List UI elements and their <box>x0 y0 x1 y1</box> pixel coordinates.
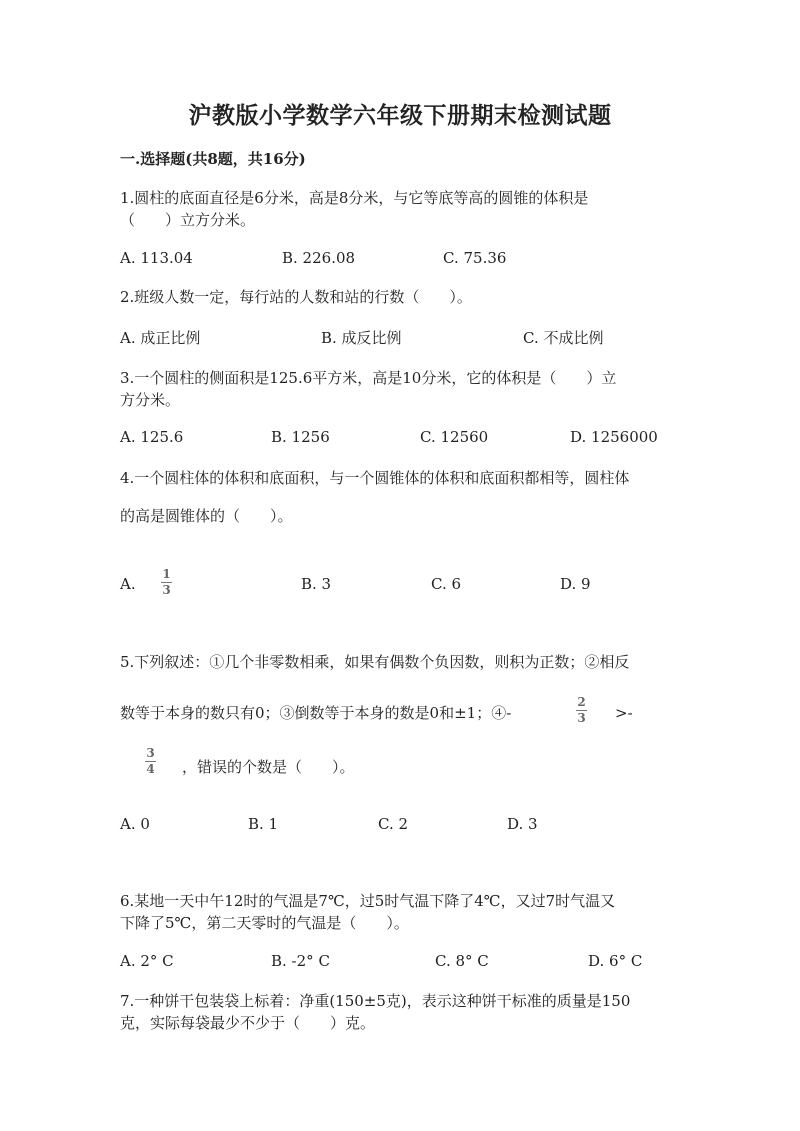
question-text: 7.一种饼干包装袋上标着：净重(150±5克)，表示这种饼干标准的质量是150 <box>120 992 631 1010</box>
fraction-numerator: 3 <box>146 746 155 760</box>
question-text: 数等于本身的数只有0；③倒数等于本身的数是0和±1；④- <box>120 704 512 722</box>
question-text: 5.下列叙述：①几个非零数相乘，如果有偶数个负因数，则积为正数；②相反 <box>120 653 630 671</box>
greater-than-sign: >- <box>615 704 633 722</box>
option-c: C. 2 <box>378 815 409 833</box>
fraction-one-third <box>161 568 172 597</box>
fraction-numerator: 1 <box>162 567 171 581</box>
option-b: B. 成反比例 <box>321 329 402 347</box>
fraction-two-thirds <box>576 696 587 725</box>
option-a: A. 125.6 <box>120 428 184 446</box>
option-a-label: A. <box>120 575 136 593</box>
option-c: C. 不成比例 <box>523 329 604 347</box>
option-c: C. 8° C <box>435 952 489 970</box>
option-c: C. 75.36 <box>443 249 507 267</box>
question-text: ，错误的个数是（ ）。 <box>182 758 355 776</box>
fraction-denominator: 3 <box>162 583 171 597</box>
question-text: 的高是圆锥体的（ ）。 <box>120 507 293 525</box>
question-text: 2.班级人数一定，每行站的人数和站的行数（ ）。 <box>120 288 472 306</box>
option-a: A. 成正比例 <box>120 329 201 347</box>
question-text: 克，实际每袋最少不少于（ ）克。 <box>120 1014 376 1032</box>
option-a: A. 0 <box>120 815 150 833</box>
option-d: D. 3 <box>507 815 538 833</box>
option-b: B. 3 <box>301 575 332 593</box>
question-text: （ ）立方分米。 <box>120 211 256 229</box>
question-text: 3.一个圆柱的侧面积是125.6平方米，高是10分米，它的体积是（ ）立 <box>120 369 617 387</box>
question-text: 下降了5℃，第二天零时的气温是（ ）。 <box>120 914 409 932</box>
question-text: 6.某地一天中午12时的气温是7℃，过5时气温下降了4℃，又过7时气温又 <box>120 892 616 910</box>
question-text: 4.一个圆柱体的体积和底面积，与一个圆锥体的体积和底面积都相等，圆柱体 <box>120 469 630 487</box>
option-d: D. 9 <box>560 575 591 593</box>
option-b: B. 1256 <box>271 428 330 446</box>
option-d: D. 6° C <box>588 952 643 970</box>
section-heading: 一.选择题(共8题，共16分) <box>120 150 306 168</box>
fraction-denominator: 4 <box>146 762 155 776</box>
fraction-three-quarters <box>145 747 156 776</box>
option-a: A. 113.04 <box>120 249 193 267</box>
option-b: B. 226.08 <box>282 249 356 267</box>
page-title: 沪教版小学数学六年级下册期末检测试题 <box>188 102 612 129</box>
question-text: 1.圆柱的底面直径是6分米，高是8分米，与它等底等高的圆锥的体积是 <box>120 189 589 207</box>
fraction-numerator: 2 <box>577 695 586 709</box>
option-c: C. 6 <box>431 575 462 593</box>
question-text: 方分米。 <box>120 391 181 409</box>
option-d: D. 1256000 <box>570 428 658 446</box>
option-b: B. -2° C <box>271 952 330 970</box>
fraction-denominator: 3 <box>577 711 586 725</box>
option-c: C. 12560 <box>420 428 489 446</box>
option-b: B. 1 <box>248 815 279 833</box>
option-a: A. 2° C <box>120 952 174 970</box>
